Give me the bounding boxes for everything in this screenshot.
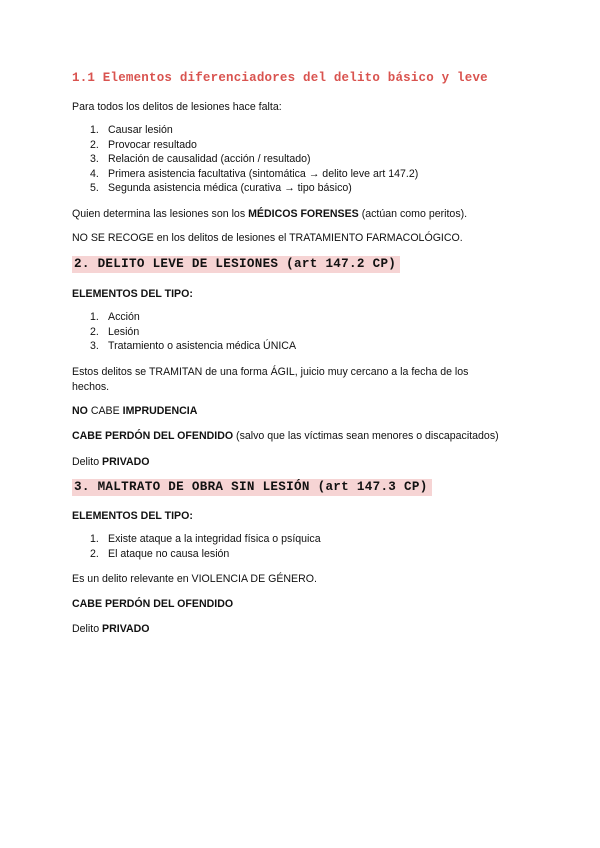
violencia-paragraph: Es un delito relevante en VIOLENCIA DE GÉNERO. [72,573,317,585]
list-item: 3. Tratamiento o asistencia médica ÚNICA [90,340,297,353]
delito-privado-paragraph: Delito PRIVADO [72,623,150,635]
list-item: 1. Causar lesión [90,124,173,136]
tratamiento-paragraph: NO SE RECOGE en los delitos de lesiones el TRATAMIENTO FARMACOLÓGICO. [72,232,463,244]
list-item: 2. Lesión [90,325,140,338]
forenses-paragraph: Quien determina las lesiones son los MÉDICOS FORENSES (actúan como peritos). [72,208,468,220]
elementos-list [72,532,321,561]
elementos-label: ELEMENTOS DEL TIPO: [72,510,193,522]
imprudencia-paragraph: NO CABE IMPRUDENCIA [72,405,198,417]
list-item: 5. Segunda asistencia médica (curativa → tipo básico) [90,182,352,195]
requisitos-list [72,123,418,196]
list-item: 2. El ataque no causa lesión [90,547,230,560]
perdon-paragraph: CABE PERDÓN DEL OFENDIDO [72,598,234,610]
list-item: 1. Existe ataque a la integridad física o psíquica [90,533,321,545]
section-1-1-heading: 1.1 Elementos diferenciadores del delito básico y leve [72,71,488,85]
elementos-label: ELEMENTOS DEL TIPO: [72,288,193,300]
list-item: 3. Relación de causalidad (acción / resultado) [90,153,311,166]
delito-privado-paragraph: Delito PRIVADO [72,456,150,468]
perdon-paragraph: CABE PERDÓN DEL OFENDIDO (salvo que las víctimas sean menores o discapacitados) [72,430,499,442]
list-item: 4. Primera asistencia facultativa (sintomática → delito leve art 147.2) [90,167,419,180]
tramitan-paragraph-line1: Estos delitos se TRAMITAN de una forma ÁGIL, juicio muy cercano a la fecha de los [72,366,469,378]
list-item: 2. Provocar resultado [90,138,197,151]
tramitan-paragraph-line2: hechos. [72,381,110,393]
intro-paragraph: Para todos los delitos de lesiones hace falta: [72,101,282,113]
section-3-heading: 3. MALTRATO DE OBRA SIN LESIÓN (art 147.3 CP) [72,479,432,496]
elementos-list [72,310,296,354]
section-2-heading: 2. DELITO LEVE DE LESIONES (art 147.2 CP) [72,256,400,273]
list-item: 1. Acción [90,311,140,323]
